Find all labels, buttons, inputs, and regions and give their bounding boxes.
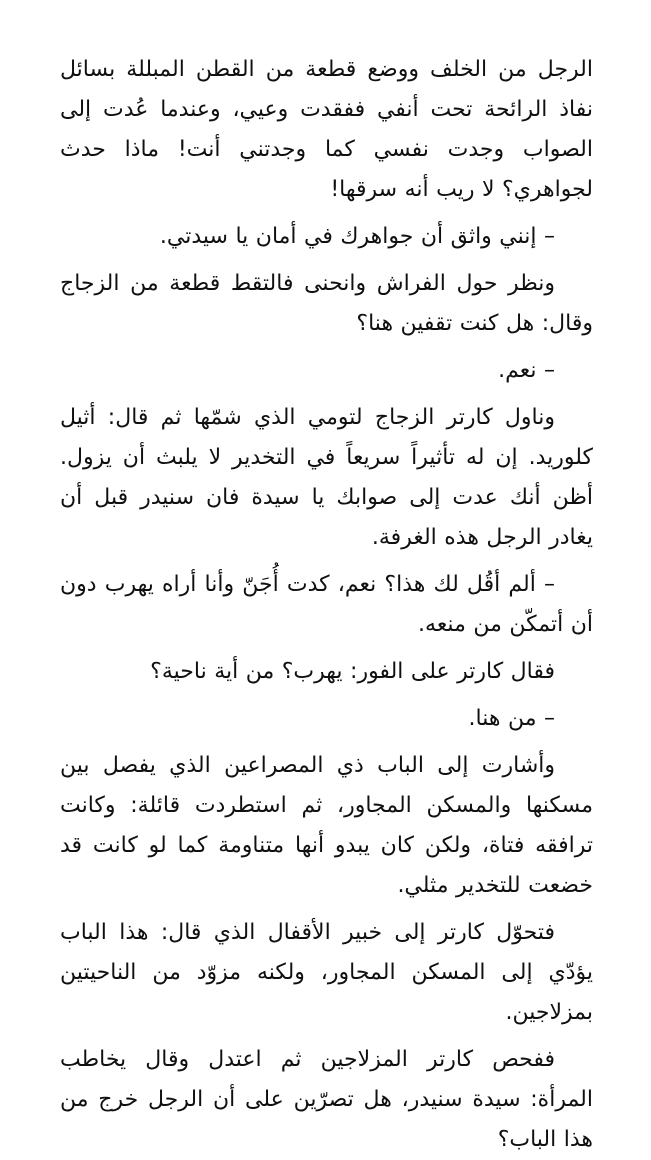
body-paragraph: ففحص كارتر المزلاجين ثم اعتدل وقال يخاطب المرأة: سيدة سنيدر، هل تصرّين على أن الرجل خرج من هذا الباب؟ bbox=[60, 1047, 593, 1152]
text-block bbox=[60, 50, 593, 1160]
dialogue-paragraph: – إنني واثق أن جواهرك في أمان يا سيدتي. bbox=[159, 224, 555, 249]
body-paragraph: فتحوّل كارتر إلى خبير الأقفال الذي قال: هذا الباب يؤدّي إلى المسكن المجاور، ولكنه مزوّد من الناحيتين بمزلاجين. bbox=[60, 920, 593, 1025]
dialogue-paragraph: – ألم أقُل لك هذا؟ نعم، كدت أُجَنّ وأنا أراه يهرب دون أن أتمكّن من منعه. bbox=[60, 572, 593, 637]
body-paragraph: ونظر حول الفراش وانحنى فالتقط قطعة من الزجاج وقال: هل كنت تقفين هنا؟ bbox=[60, 271, 593, 336]
body-paragraph: الرجل من الخلف ووضع قطعة من القطن المبللة بسائل نفاذ الرائحة تحت أنفي ففقدت وعيي، وعندما عُدت إلى الصواب وجدت نفسي كما وجدتني أنت! ماذا حدث لجواهري؟ لا ريب أنه سرقها! bbox=[60, 57, 593, 202]
body-paragraph: وناول كارتر الزجاج لتومي الذي شمّها ثم قال: أثيل كلوريد. إن له تأثيراً سريعاً في التخدير لا يلبث أن يزول. أظن أنك عدت إلى صوابك يا سيدة فان سنيدر قبل أن يغادر الرجل هذه الغرفة. bbox=[60, 405, 593, 550]
dialogue-paragraph: – من هنا. bbox=[468, 706, 555, 731]
dialogue-paragraph: – نعم. bbox=[498, 358, 555, 383]
body-paragraph: فقال كارتر على الفور: يهرب؟ من أية ناحية؟ bbox=[150, 659, 555, 684]
body-paragraph: وأشارت إلى الباب ذي المصراعين الذي يفصل بين مسكنها والمسكن المجاور، ثم استطردت قائلة: وكانت ترافقه فتاة، ولكن كان يبدو أنها متناومة كما لو كانت قد خضعت للتخدير مثلي. bbox=[60, 753, 593, 898]
